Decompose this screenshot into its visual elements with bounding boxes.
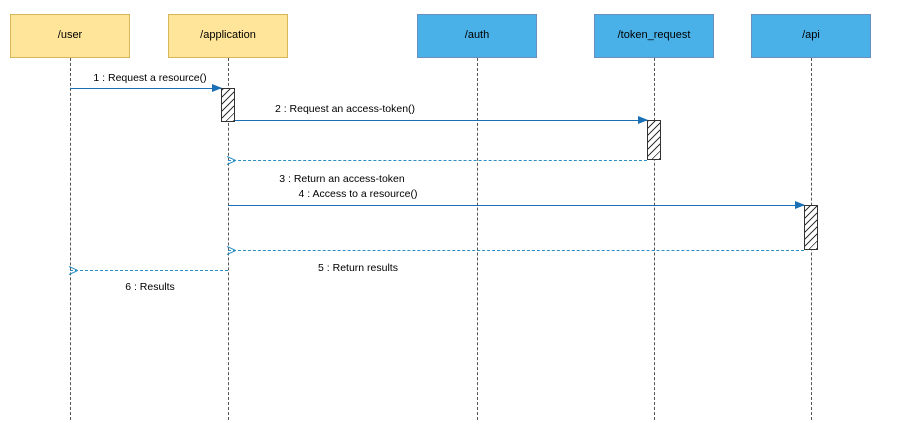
- lifeline-header-auth[interactable]: [417, 14, 537, 58]
- message-label-3: 3 : Return an access-token: [279, 173, 405, 185]
- act-token-request: [647, 120, 661, 160]
- lifeline-label: /auth: [464, 29, 490, 42]
- arrowhead-icon: [638, 116, 648, 124]
- message-label-2: 2 : Request an access-token(): [274, 103, 416, 115]
- lifeline-label: /token_request: [617, 29, 691, 42]
- message-line: [228, 250, 804, 251]
- message-label-6: 6 : Results: [125, 281, 175, 293]
- act-application: [221, 88, 235, 122]
- message-line: [70, 270, 228, 271]
- arrowhead-icon: [212, 84, 222, 92]
- arrowhead-icon: [227, 246, 236, 254]
- act-api: [804, 205, 818, 250]
- lifeline-header-user[interactable]: [10, 14, 130, 58]
- lifeline-header-application[interactable]: [168, 14, 288, 58]
- lifeline-header-token_request[interactable]: [594, 14, 714, 58]
- arrowhead-icon: [69, 266, 78, 274]
- lifeline-line-token_request: [654, 58, 655, 420]
- message-label-1: 1 : Request a resource(): [93, 72, 207, 84]
- message-line: [228, 205, 804, 206]
- message-line: [235, 120, 647, 121]
- arrowhead-icon: [227, 156, 236, 164]
- lifeline-line-auth: [477, 58, 478, 420]
- lifeline-label: /user: [57, 29, 83, 42]
- lifeline-line-user: [70, 58, 71, 420]
- lifeline-label: /application: [200, 29, 256, 42]
- arrowhead-icon: [795, 201, 805, 209]
- message-line: [228, 160, 647, 161]
- message-line: [70, 88, 221, 89]
- lifeline-header-api[interactable]: [751, 14, 871, 58]
- lifeline-label: /api: [802, 29, 820, 42]
- message-label-4: 4 : Access to a resource(): [298, 188, 418, 200]
- message-label-5: 5 : Return results: [318, 262, 398, 274]
